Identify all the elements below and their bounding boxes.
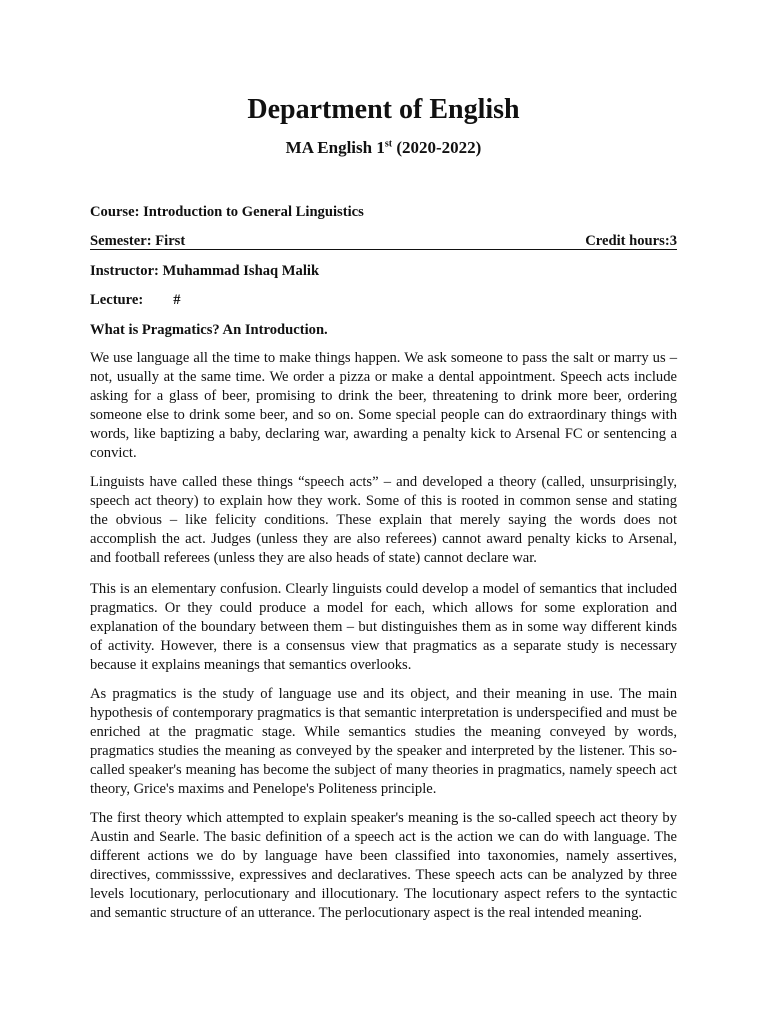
lecture-label: Lecture:: [90, 292, 144, 308]
instructor-line: Instructor: Muhammad Ishaq Malik: [90, 263, 320, 279]
paragraph: We use language all the time to make things happen. We ask someone to pass the salt or marry us – not, usually at the same time. We order a pizza or make a dental appointment. Speech acts include asking for a glass of beer, promising to drink the beer, threatening to drink more beer, ordering someone else to drink some beer, and so on. Some special people can do extraordinary things with words, like baptizing a baby, declaring war, awarding a penalty kick to Arsenal FC or sentencing a convict.: [90, 350, 677, 461]
program-years: (2020-2022): [392, 138, 482, 157]
lecture-topic-heading: What is Pragmatics? An Introduction.: [90, 322, 328, 338]
department-title: Department of English: [247, 94, 520, 125]
paragraph: The first theory which attempted to explain speaker's meaning is the so-called speech act theory by Austin and Searle. The basic definition of a speech act is the action we can do with language. The different actions we do by language have been classified into taxonomies, namely assertives, directives, commisssive, expressives and declaratives. These speech acts can be analyzed by three levels locutionary, perlocutionary and illocutionary. The locutionary aspect refers to the syntactic and semantic structure of an utterance. The perlocutionary aspect is the real intended meaning.: [90, 810, 677, 921]
paragraph: Linguists have called these things “speech acts” – and developed a theory (called, unsurprisingly, speech act theory) to explain how they work. Some of this is rooted in common sense and stating the obvious – like felicity conditions. These explain that merely saying the words does not accomplish the act. Judges (unless they are also referees) cannot award penalty kicks to Arsenal, and football referees (unless they are also heads of state) cannot declare war.: [90, 474, 677, 566]
paragraph: As pragmatics is the study of language use and its object, and their meaning in use. The main hypothesis of contemporary pragmatics is that semantic interpretation is underspecified and must be enriched at the pragmatic stage. While semantics studies the meaning conveyed by words, pragmatics studies the meaning as conveyed by the speaker and interpreted by the listener. This so-called speaker's meaning has become the subject of many theories in pragmatics, namely speech act theory, Grice's maxims and Penelope's Politeness principle.: [90, 686, 677, 797]
semester-row: [90, 231, 677, 250]
program-ordinal-suffix: st: [384, 138, 393, 150]
lecture-number: #: [173, 292, 181, 308]
semester-label: Semester: First: [90, 233, 186, 249]
lecture-line: [90, 290, 677, 310]
course-line: Course: Introduction to General Linguistics: [90, 204, 364, 220]
program-name: MA English 1: [285, 138, 385, 157]
paragraph: This is an elementary confusion. Clearly linguists could develop a model of semantics that included pragmatics. Or they could produce a model for each, which allows for some exploration and explanation of the boundary between them – but distinguishes them as in some way different kinds of activity. However, there is a consensus view that pragmatics as a separate study is necessary because it explains meanings that semantics overlooks.: [90, 581, 677, 673]
program-title: [90, 137, 677, 159]
credit-hours-label: Credit hours:3: [585, 233, 677, 249]
